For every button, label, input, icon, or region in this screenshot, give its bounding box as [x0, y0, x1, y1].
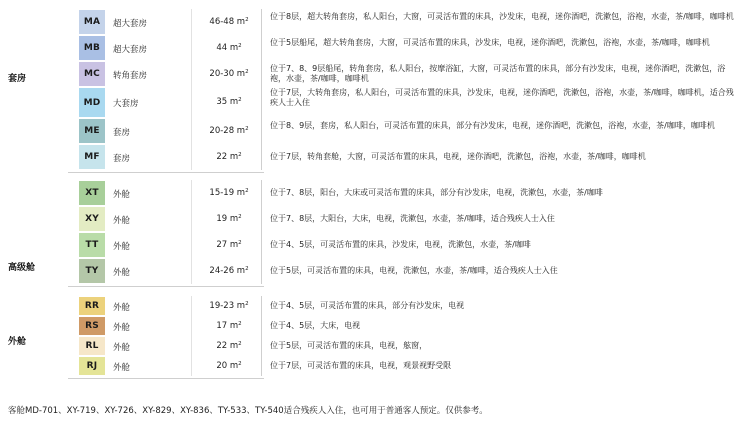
cabin-type: 超大套房	[113, 18, 148, 29]
cabin-size	[200, 240, 258, 250]
cabin-size-value: 20-28 m	[209, 125, 246, 136]
cabin-size	[200, 188, 258, 198]
cabin-code-badge: RS	[79, 317, 105, 335]
table-section	[0, 293, 750, 379]
cabin-type: 超大套房	[113, 44, 148, 55]
cabin-type: 外舱	[113, 342, 131, 353]
cabin-type: 外舱	[113, 215, 131, 226]
cabin-size-unit: 2	[245, 187, 249, 194]
cabin-description: 位于5层，可灵活布置的床具，电视，洗漱包，水壶，茶/咖啡，适合残疾人士入住	[270, 266, 558, 275]
cabin-description: 位于7层，大转角套房，私人阳台，可灵活布置的床具，沙发床，电视，迷你酒吧，洗漱包，浴袍，水壶，茶/咖啡，咖啡机，适合残疾人士入住	[270, 87, 734, 107]
table-row	[0, 316, 750, 336]
cabin-size	[200, 341, 258, 351]
cabin-type: 套房	[113, 153, 131, 164]
cabin-size-unit: 2	[238, 360, 242, 367]
cabin-type: 外舱	[113, 189, 131, 200]
footnote: 客舱MD-701、XY-719、XY-726、XY-829、XY-836、TY-533、TY-540适合残疾人入住，也可用于普通客人预定。仅供参考。	[8, 406, 488, 416]
category-label: 高级舱	[8, 263, 36, 273]
cabin-size-unit: 2	[238, 151, 242, 158]
cabin-code-badge: XY	[79, 207, 105, 231]
table-row	[0, 61, 750, 87]
table-row	[0, 206, 750, 232]
cabin-type: 套房	[113, 127, 131, 138]
cabin-code-badge: TT	[79, 233, 105, 257]
table-row	[0, 232, 750, 258]
cabin-size-unit: 2	[238, 340, 242, 347]
table-row	[0, 35, 750, 61]
cabin-size-value: 17 m	[216, 320, 239, 331]
cabin-description: 位于4、5层，可灵活布置的床具，沙发床，电视，洗漱包，水壶，茶/咖啡	[270, 240, 531, 249]
cabin-code-badge: MB	[79, 36, 105, 60]
cabin-description: 位于8层，超大转角套房，私人阳台，大窗，可灵活布置的床具，沙发床，电视，迷你酒吧，洗漱包，浴袍，水壶，茶/咖啡，咖啡机	[270, 12, 734, 21]
cabin-size	[200, 361, 258, 371]
cabin-size-unit: 2	[238, 239, 242, 246]
cabin-size-value: 22 m	[216, 340, 239, 351]
cabin-code-badge: TY	[79, 259, 105, 283]
cabin-description: 位于5层，可灵活布置的床具，电视，舷窗，	[270, 341, 428, 350]
table-row	[0, 180, 750, 206]
cabin-size-value: 15-19 m	[209, 187, 246, 198]
section-divider	[68, 286, 264, 287]
cabin-type: 外舱	[113, 362, 131, 373]
cabin-size-value: 35 m	[216, 97, 239, 107]
cabin-size	[200, 126, 258, 136]
cabin-type: 转角套房	[113, 70, 148, 81]
cabin-description: 位于4、5层，大床，电视	[270, 321, 361, 330]
cabin-size-unit: 2	[238, 320, 242, 327]
cabin-code-badge: MA	[79, 10, 105, 34]
cabin-description: 位于5层船尾，超大转角套房，大窗，可灵活布置的床具，沙发床，电视，迷你酒吧，洗漱包，浴袍，水壶，茶/咖啡，咖啡机	[270, 38, 710, 47]
cabin-size-unit: 2	[238, 213, 242, 220]
cabin-code-badge: ME	[79, 119, 105, 143]
table-row	[0, 336, 750, 356]
cabin-size	[200, 301, 258, 311]
cabin-size-value: 19-23 m	[209, 300, 246, 311]
cabin-type: 外舱	[113, 322, 131, 333]
cabin-size	[200, 69, 258, 79]
cabin-code-badge: MF	[79, 145, 105, 169]
cabin-type: 外舱	[113, 241, 131, 252]
cabin-size-unit: 2	[245, 300, 249, 307]
cabin-description: 位于7、8层，大阳台，大床，电视，洗漱包，水壶，茶/咖啡，适合残疾人士入住	[270, 214, 555, 223]
table-row	[0, 296, 750, 316]
table-row	[0, 9, 750, 35]
cabin-description: 位于7层，转角套舱，大窗，可灵活布置的床具，电视，迷你酒吧，洗漱包，浴袍，水壶，茶/咖啡，咖啡机	[270, 152, 646, 161]
cabin-description: 位于7、8层，阳台，大床或可灵活布置的床具，部分有沙发床，电视，洗漱包，水壶，茶/咖啡	[270, 188, 603, 197]
table-row	[0, 144, 750, 170]
cabin-size	[200, 152, 258, 162]
cabin-size-unit: 2	[245, 125, 249, 132]
cabin-size-unit: 2	[245, 265, 249, 272]
cabin-size	[200, 266, 258, 276]
cabin-size-unit: 2	[245, 68, 249, 75]
cabin-size-value: 20 m	[216, 360, 239, 371]
category-label: 套房	[8, 74, 27, 84]
cabin-code-badge: RL	[79, 337, 105, 355]
cabin-size-value: 22 m	[216, 151, 239, 162]
cabin-size	[200, 321, 258, 331]
cabin-size-unit: 2	[238, 42, 242, 49]
cabin-size	[200, 43, 258, 53]
cabin-code-badge: MC	[79, 62, 105, 86]
cabin-size-value: 27 m	[216, 239, 239, 250]
section-divider	[68, 172, 264, 173]
cabin-type: 大套房	[113, 99, 139, 109]
table-row	[0, 356, 750, 376]
cabin-size	[200, 214, 258, 224]
cabin-code-badge: RR	[79, 297, 105, 315]
table-row	[0, 87, 750, 118]
table-row	[0, 118, 750, 144]
cabin-type: 外舱	[113, 302, 131, 313]
cabin-size-unit: 2	[238, 97, 242, 103]
cabin-size-unit: 2	[245, 16, 249, 23]
table-row	[0, 258, 750, 284]
cabin-description: 位于7、8、9层船尾，转角套房，私人阳台，按摩浴缸，大窗，可灵活布置的床具，部分有沙发床，电视，迷你酒吧，洗漱包，浴袍，水壶，茶/咖啡，咖啡机	[270, 64, 726, 83]
section-divider	[68, 378, 264, 379]
category-label: 外舱	[8, 337, 27, 347]
cabin-size-value: 24-26 m	[209, 265, 246, 276]
cabin-code-badge: MD	[79, 88, 105, 117]
cabin-code-badge: XT	[79, 181, 105, 205]
cabin-size-value: 20-30 m	[209, 68, 246, 79]
cabin-description: 位于4、5层，可灵活布置的床具，部分有沙发床，电视	[270, 301, 465, 310]
cabin-type: 外舱	[113, 267, 131, 278]
cabin-description: 位于8、9层，套房，私人阳台，可灵活布置的床具，部分有沙发床，电视，迷你酒吧，洗漱包，浴袍，水壶，茶/咖啡，咖啡机	[270, 121, 715, 130]
cabin-size-value: 46-48 m	[209, 16, 246, 27]
table-section	[0, 6, 750, 173]
cabin-code-badge: RJ	[79, 357, 105, 375]
cabin-size-value: 44 m	[216, 42, 239, 53]
cabin-description: 位于7层，可灵活布置的床具，电视，观景视野受限	[270, 361, 452, 370]
cabin-size-value: 19 m	[216, 213, 239, 224]
table-section	[0, 177, 750, 287]
cabin-size	[200, 17, 258, 27]
cabin-size	[200, 97, 258, 107]
